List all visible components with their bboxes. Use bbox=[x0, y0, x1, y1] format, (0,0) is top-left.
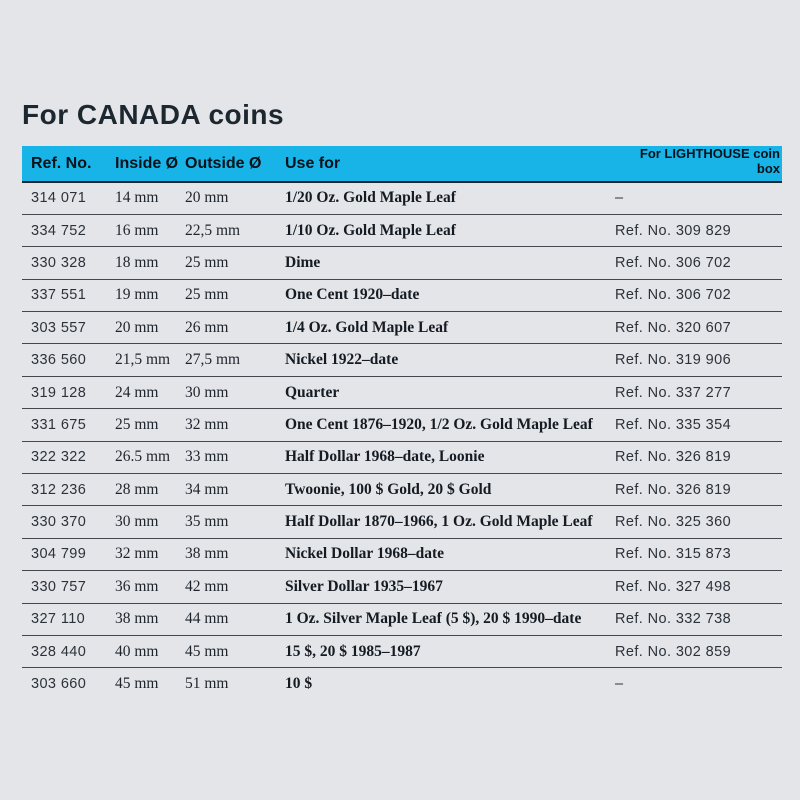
cell-box: Ref. No. 309 829 bbox=[615, 222, 732, 239]
table-row bbox=[22, 538, 782, 570]
cell-box: Ref. No. 325 360 bbox=[615, 514, 732, 531]
cell-outside: 25 mm bbox=[185, 253, 229, 271]
table-row bbox=[22, 441, 782, 473]
cell-box: Ref. No. 335 354 bbox=[615, 416, 732, 433]
cell-use_for: Quarter bbox=[285, 383, 340, 401]
cell-outside: 27,5 mm bbox=[185, 351, 241, 369]
cell-use_for: 1/20 Oz. Gold Maple Leaf bbox=[285, 189, 456, 207]
table-row bbox=[22, 603, 782, 635]
col-header-ref-no: Ref. No. bbox=[22, 146, 115, 182]
cell-inside: 38 mm bbox=[115, 610, 159, 628]
cell-use_for: Silver Dollar 1935–1967 bbox=[285, 577, 443, 595]
cell-outside: 34 mm bbox=[185, 480, 229, 498]
cell-box: – bbox=[615, 676, 624, 693]
table-row bbox=[22, 668, 782, 700]
cell-box: Ref. No. 320 607 bbox=[615, 319, 732, 336]
cell-inside: 32 mm bbox=[115, 545, 159, 563]
cell-outside: 45 mm bbox=[185, 642, 229, 660]
table-row bbox=[22, 409, 782, 441]
cell-inside: 26.5 mm bbox=[115, 448, 171, 466]
cell-box: Ref. No. 315 873 bbox=[615, 546, 732, 563]
cell-inside: 18 mm bbox=[115, 253, 159, 271]
cell-box: Ref. No. 302 859 bbox=[615, 643, 732, 660]
cell-outside: 26 mm bbox=[185, 318, 229, 336]
cell-ref: 303 557 bbox=[31, 319, 87, 336]
cell-box: – bbox=[615, 190, 624, 207]
cell-use_for: 1/10 Oz. Gold Maple Leaf bbox=[285, 221, 456, 239]
cell-outside: 22,5 mm bbox=[185, 221, 241, 239]
cell-ref: 314 071 bbox=[31, 190, 87, 207]
cell-inside: 20 mm bbox=[115, 318, 159, 336]
cell-ref: 312 236 bbox=[31, 481, 87, 498]
cell-inside: 45 mm bbox=[115, 675, 159, 693]
col-header-lighthouse-box: For LIGHTHOUSE coin box bbox=[615, 146, 782, 182]
cell-use_for: One Cent 1920–date bbox=[285, 286, 420, 304]
cell-ref: 330 757 bbox=[31, 578, 87, 595]
cell-use_for: 10 $ bbox=[285, 675, 313, 693]
cell-inside: 19 mm bbox=[115, 286, 159, 304]
cell-ref: 331 675 bbox=[31, 416, 87, 433]
table-row bbox=[22, 312, 782, 344]
cell-outside: 38 mm bbox=[185, 545, 229, 563]
coin-size-table bbox=[22, 146, 782, 700]
cell-ref: 328 440 bbox=[31, 643, 87, 660]
cell-inside: 24 mm bbox=[115, 383, 159, 401]
cell-ref: 330 328 bbox=[31, 254, 87, 271]
cell-outside: 51 mm bbox=[185, 675, 229, 693]
cell-use_for: 1/4 Oz. Gold Maple Leaf bbox=[285, 318, 449, 336]
cell-use_for: 1 Oz. Silver Maple Leaf (5 $), 20 $ 1990–date bbox=[285, 610, 582, 628]
cell-inside: 30 mm bbox=[115, 513, 159, 531]
cell-use_for: Nickel Dollar 1968–date bbox=[285, 545, 445, 563]
table-row bbox=[22, 214, 782, 246]
cell-box: Ref. No. 306 702 bbox=[615, 254, 732, 271]
cell-box: Ref. No. 319 906 bbox=[615, 352, 732, 369]
cell-use_for: Twoonie, 100 $ Gold, 20 $ Gold bbox=[285, 480, 492, 498]
cell-use_for: 15 $, 20 $ 1985–1987 bbox=[285, 642, 421, 660]
page-title: For CANADA coins bbox=[22, 99, 285, 130]
cell-inside: 21,5 mm bbox=[115, 351, 171, 369]
cell-ref: 304 799 bbox=[31, 546, 87, 563]
cell-ref: 337 551 bbox=[31, 287, 87, 304]
cell-ref: 303 660 bbox=[31, 676, 87, 693]
table-row bbox=[22, 474, 782, 506]
cell-outside: 20 mm bbox=[185, 189, 229, 207]
cell-box: Ref. No. 337 277 bbox=[615, 384, 732, 401]
col-header-use-for: Use for bbox=[285, 146, 615, 182]
cell-box: Ref. No. 326 819 bbox=[615, 481, 732, 498]
cell-ref: 334 752 bbox=[31, 222, 87, 239]
table-row bbox=[22, 635, 782, 667]
table-header bbox=[22, 146, 782, 182]
cell-ref: 322 322 bbox=[31, 449, 87, 466]
cell-ref: 319 128 bbox=[31, 384, 87, 401]
cell-inside: 14 mm bbox=[115, 189, 159, 207]
cell-outside: 25 mm bbox=[185, 286, 229, 304]
cell-outside: 42 mm bbox=[185, 577, 229, 595]
cell-inside: 40 mm bbox=[115, 642, 159, 660]
cell-outside: 44 mm bbox=[185, 610, 229, 628]
table-body bbox=[22, 182, 782, 700]
col-header-inside-diam: Inside Ø bbox=[115, 146, 185, 182]
header-row bbox=[22, 146, 782, 182]
cell-use_for: Half Dollar 1968–date, Loonie bbox=[285, 448, 485, 466]
cell-use_for: Half Dollar 1870–1966, 1 Oz. Gold Maple Leaf bbox=[285, 513, 593, 531]
cell-use_for: Nickel 1922–date bbox=[285, 351, 399, 369]
cell-inside: 36 mm bbox=[115, 577, 159, 595]
col-header-outside-diam: Outside Ø bbox=[185, 146, 285, 182]
cell-use_for: One Cent 1876–1920, 1/2 Oz. Gold Maple Leaf bbox=[285, 415, 593, 433]
cell-outside: 32 mm bbox=[185, 415, 229, 433]
cell-box: Ref. No. 306 702 bbox=[615, 287, 732, 304]
cell-inside: 16 mm bbox=[115, 221, 159, 239]
cell-box: Ref. No. 326 819 bbox=[615, 449, 732, 466]
cell-ref: 327 110 bbox=[31, 611, 86, 628]
table-row bbox=[22, 506, 782, 538]
cell-ref: 330 370 bbox=[31, 514, 87, 531]
table-row bbox=[22, 247, 782, 279]
table-row bbox=[22, 182, 782, 214]
table-row bbox=[22, 344, 782, 376]
cell-outside: 35 mm bbox=[185, 513, 229, 531]
cell-inside: 25 mm bbox=[115, 415, 159, 433]
cell-box: Ref. No. 327 498 bbox=[615, 578, 732, 595]
cell-box: Ref. No. 332 738 bbox=[615, 611, 732, 628]
table-row bbox=[22, 376, 782, 408]
cell-outside: 33 mm bbox=[185, 448, 229, 466]
cell-inside: 28 mm bbox=[115, 480, 159, 498]
cell-ref: 336 560 bbox=[31, 352, 87, 369]
table-row bbox=[22, 279, 782, 311]
cell-outside: 30 mm bbox=[185, 383, 229, 401]
cell-use_for: Dime bbox=[285, 253, 321, 271]
table-row bbox=[22, 571, 782, 603]
